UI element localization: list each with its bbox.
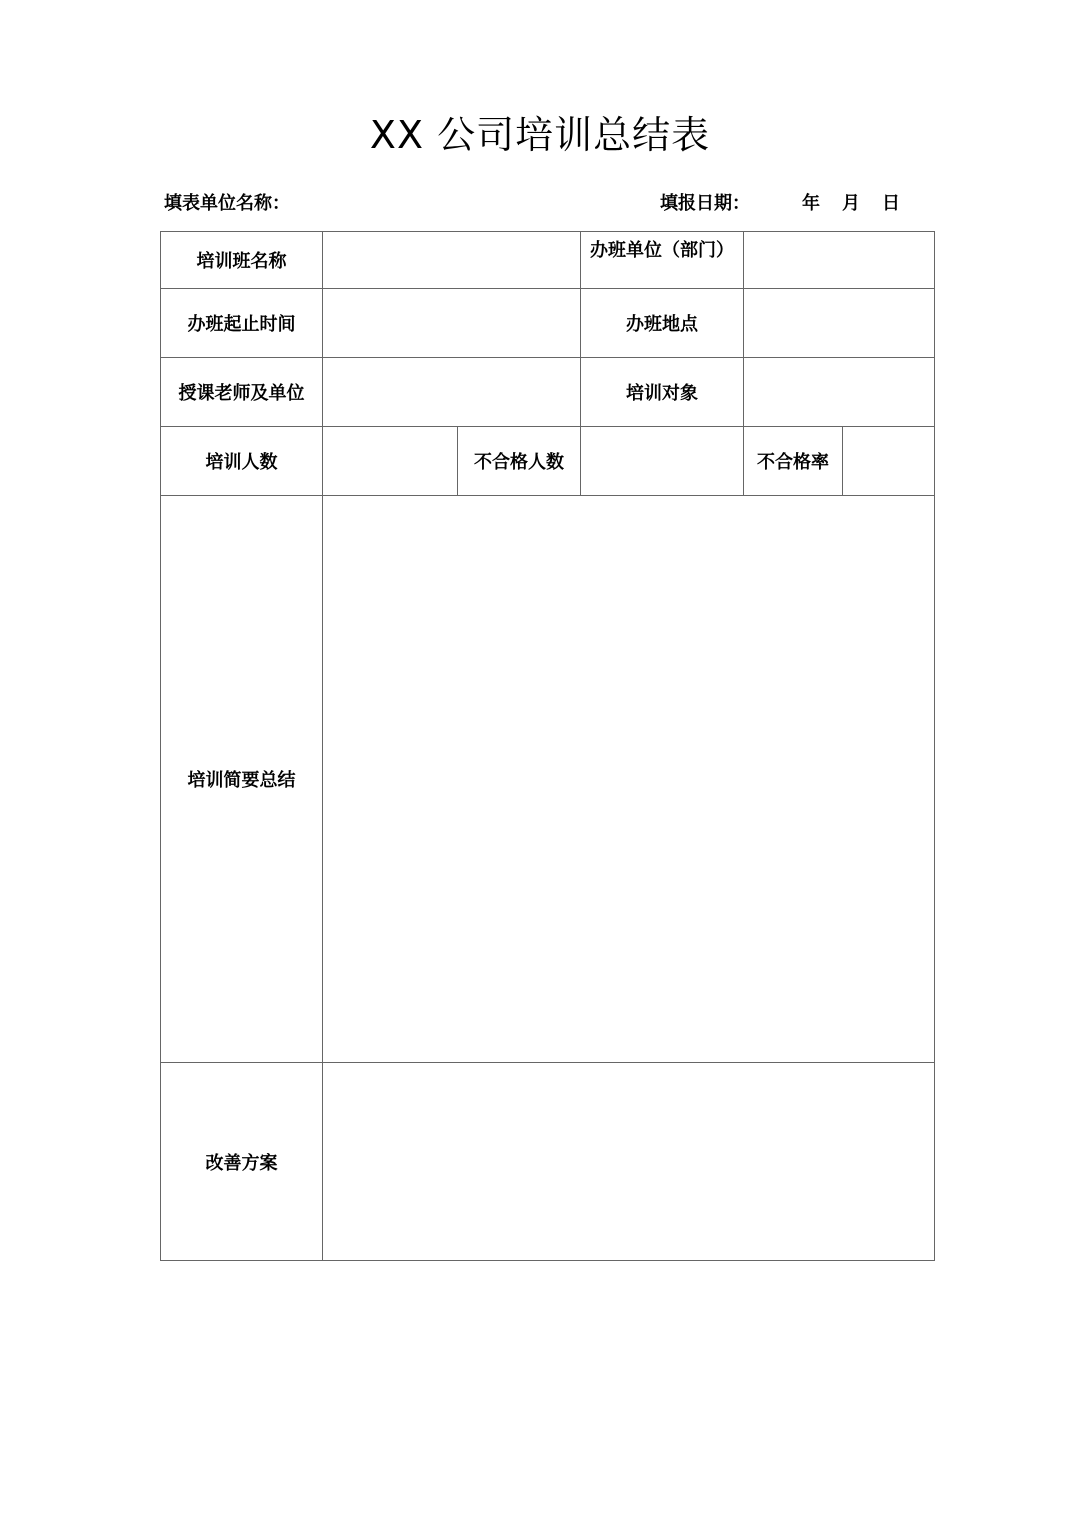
- trainee-count-label: 培训人数: [161, 427, 323, 496]
- target-field[interactable]: [744, 358, 935, 427]
- table-row: [161, 232, 935, 289]
- table-row: [161, 289, 935, 358]
- improvement-field[interactable]: [323, 1063, 935, 1261]
- day-label: 日: [882, 193, 900, 214]
- teacher-label: 授课老师及单位: [161, 358, 323, 427]
- year-label: 年: [802, 193, 820, 214]
- summary-label: 培训简要总结: [161, 496, 323, 1063]
- fail-rate-field[interactable]: [843, 427, 935, 496]
- fail-count-label: 不合格人数: [458, 427, 581, 496]
- table-row: [161, 358, 935, 427]
- table-row: [161, 1063, 935, 1261]
- class-name-field[interactable]: [323, 232, 581, 289]
- target-label: 培训对象: [581, 358, 744, 427]
- improvement-label: 改善方案: [161, 1063, 323, 1261]
- fail-rate-label: 不合格率: [744, 427, 843, 496]
- month-label: 月: [842, 193, 860, 214]
- report-date-label: 填报日期：: [660, 193, 750, 214]
- location-label: 办班地点: [581, 289, 744, 358]
- document-title: XX 公司培训总结表: [369, 113, 711, 157]
- report-date: [660, 189, 900, 215]
- summary-field[interactable]: [323, 496, 935, 1063]
- class-name-label: 培训班名称: [161, 232, 323, 289]
- table-row: [161, 427, 935, 496]
- location-field[interactable]: [744, 289, 935, 358]
- teacher-field[interactable]: [323, 358, 581, 427]
- host-unit-label: 办班单位（部门）: [581, 232, 744, 289]
- duration-field[interactable]: [323, 289, 581, 358]
- table-row: [161, 496, 935, 1063]
- fail-count-field[interactable]: [581, 427, 744, 496]
- host-unit-field[interactable]: [744, 232, 935, 289]
- training-summary-table: [160, 231, 935, 1261]
- duration-label: 办班起止时间: [161, 289, 323, 358]
- trainee-count-field[interactable]: [323, 427, 458, 496]
- unit-name-label: 填表单位名称：: [164, 193, 290, 214]
